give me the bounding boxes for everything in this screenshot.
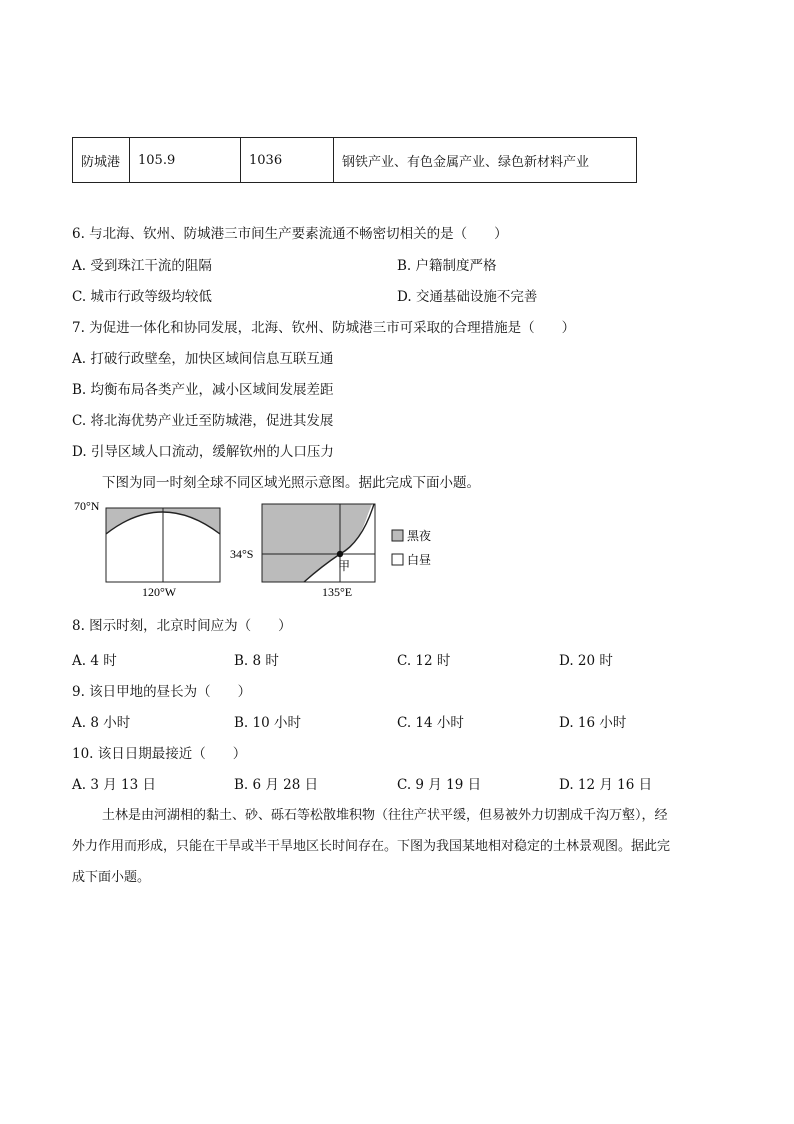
q9-option-c[interactable]: C. 14 小时 xyxy=(397,715,464,731)
data-table xyxy=(72,137,637,183)
table-cell-value1: 105.9 xyxy=(130,138,241,183)
q9-option-b[interactable]: B. 10 小时 xyxy=(234,715,301,731)
figure-legend xyxy=(392,528,431,567)
legend-night-label: 黑夜 xyxy=(407,529,432,543)
legend-day-label: 白昼 xyxy=(407,553,432,567)
table-row xyxy=(73,138,637,183)
label-34s: 34°S xyxy=(230,547,254,561)
label-70n: 70°N xyxy=(74,499,100,513)
q10-option-a[interactable]: A. 3 月 13 日 xyxy=(72,777,156,793)
q6-option-d[interactable]: D. 交通基础设施不完善 xyxy=(397,289,538,305)
q10-option-d[interactable]: D. 12 月 16 日 xyxy=(559,777,653,793)
figure-right-panel xyxy=(230,504,375,599)
q6-option-c[interactable]: C. 城市行政等级均较低 xyxy=(72,289,212,305)
label-jia: 甲 xyxy=(338,559,351,573)
label-120w: 120°W xyxy=(142,585,177,599)
intro-paragraph-2-line3: 成下面小题。 xyxy=(72,870,151,885)
q8-option-d[interactable]: D. 20 时 xyxy=(559,653,613,669)
q6-option-b[interactable]: B. 户籍制度严格 xyxy=(397,258,497,274)
legend-day-swatch xyxy=(392,554,403,565)
table-cell-industry: 钢铁产业、有色金属产业、绿色新材料产业 xyxy=(334,138,637,183)
table-cell-value2: 1036 xyxy=(241,138,334,183)
q8-option-b[interactable]: B. 8 时 xyxy=(234,653,279,669)
label-135e: 135°E xyxy=(322,585,353,599)
legend-night-swatch xyxy=(392,530,403,541)
q7-option-d[interactable]: D. 引导区域人口流动，缓解钦州的人口压力 xyxy=(72,444,334,460)
q10-option-c[interactable]: C. 9 月 19 日 xyxy=(397,777,482,793)
illumination-figure xyxy=(72,494,452,604)
q8-option-a[interactable]: A. 4 时 xyxy=(72,653,117,669)
q9-stem: 9. 该日甲地的昼长为（ ） xyxy=(72,684,252,700)
q10-stem: 10. 该日日期最接近（ ） xyxy=(72,746,247,762)
q8-option-c[interactable]: C. 12 时 xyxy=(397,653,451,669)
table-cell-city: 防城港 xyxy=(73,138,130,183)
q7-option-a[interactable]: A. 打破行政壁垒，加快区域间信息互联互通 xyxy=(72,351,334,367)
q9-option-a[interactable]: A. 8 小时 xyxy=(72,715,131,731)
intro-paragraph-2-line1: 土林是由河湖相的黏土、砂、砾石等松散堆积物（往往产状平缓，但易被外力切割成千沟万壑），经 xyxy=(102,808,668,823)
q6-stem: 6. 与北海、钦州、防城港三市间生产要素流通不畅密切相关的是（ ） xyxy=(72,226,508,242)
point-jia xyxy=(337,551,343,557)
intro-paragraph-2-line2: 外力作用而形成，只能在干旱或半干旱地区长时间存在。下图为我国某地相对稳定的土林景观图。据此完 xyxy=(72,839,671,854)
q7-stem: 7. 为促进一体化和协同发展，北海、钦州、防城港三市可采取的合理措施是（ ） xyxy=(72,320,576,336)
q7-option-b[interactable]: B. 均衡布局各类产业，减小区域间发展差距 xyxy=(72,382,334,398)
q9-option-d[interactable]: D. 16 小时 xyxy=(559,715,627,731)
figure-left-panel xyxy=(74,499,220,599)
q6-option-a[interactable]: A. 受到珠江干流的阻隔 xyxy=(72,258,212,274)
intro-paragraph-1: 下图为同一时刻全球不同区域光照示意图。据此完成下面小题。 xyxy=(102,475,480,491)
q8-stem: 8. 图示时刻，北京时间应为（ ） xyxy=(72,618,292,634)
q10-option-b[interactable]: B. 6 月 28 日 xyxy=(234,777,319,793)
q7-option-c[interactable]: C. 将北海优势产业迁至防城港，促进其发展 xyxy=(72,413,334,429)
